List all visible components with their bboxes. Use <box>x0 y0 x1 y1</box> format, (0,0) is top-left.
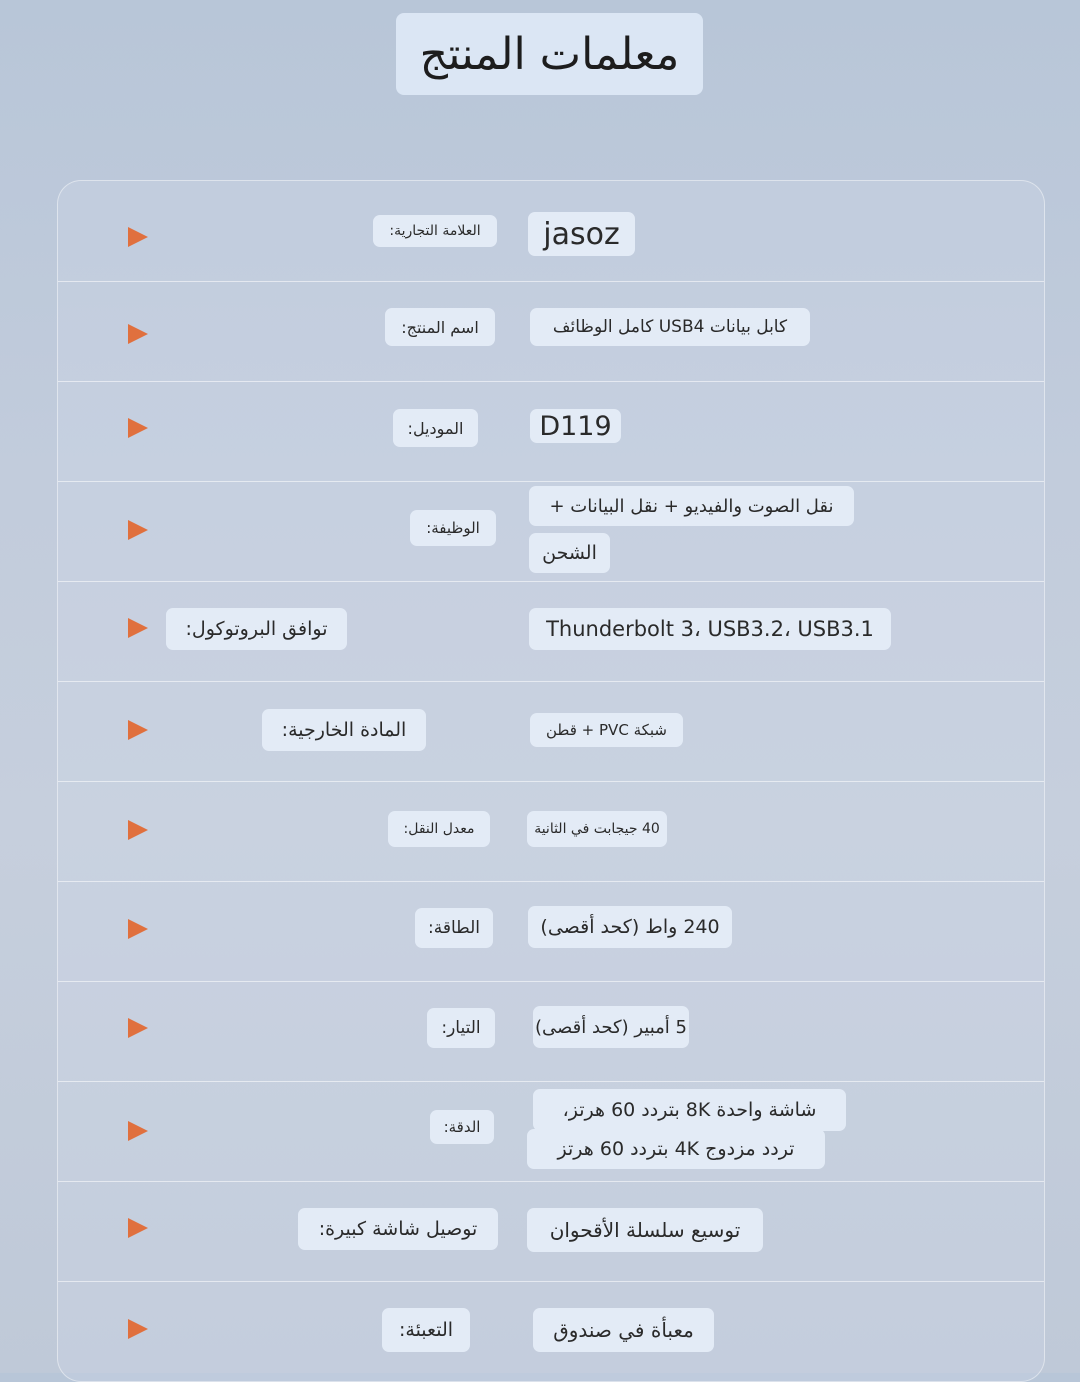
spec-value-packaging: معبأة في صندوق <box>533 1308 714 1352</box>
spec-value-model: D119 <box>530 409 621 443</box>
spec-label-material: المادة الخارجية: <box>262 709 426 751</box>
spec-value-screen-connection: توسيع سلسلة الأقحوان <box>527 1208 763 1252</box>
spec-row-power <box>58 881 1044 982</box>
play-arrow-icon <box>128 227 148 247</box>
spec-value-brand: jasoz <box>528 212 635 256</box>
spec-value-protocol: Thunderbolt 3، USB3.2، USB3.1 <box>529 608 891 650</box>
spec-value-power: 240 واط (كحد أقصى) <box>528 906 732 948</box>
spec-row-brand <box>58 181 1044 282</box>
spec-label-current: التيار: <box>427 1008 495 1048</box>
spec-row-resolution <box>58 1081 1044 1182</box>
spec-row-model <box>58 381 1044 482</box>
play-arrow-icon <box>128 1319 148 1339</box>
play-arrow-icon <box>128 1218 148 1238</box>
spec-value-material: شبكة PVC + قطن <box>530 713 683 747</box>
spec-value-function: نقل الصوت والفيديو + نقل البيانات + <box>529 486 854 526</box>
spec-label-brand: العلامة التجارية: <box>373 215 497 247</box>
spec-label-transfer-rate: معدل النقل: <box>388 811 490 847</box>
spec-table <box>57 180 1045 1382</box>
page-title: معلمات المنتج <box>396 13 703 95</box>
spec-label-model: الموديل: <box>393 409 478 447</box>
spec-row-product-name <box>58 281 1044 382</box>
play-arrow-icon <box>128 324 148 344</box>
spec-row-packaging <box>58 1281 1044 1381</box>
spec-row-screen-connection <box>58 1181 1044 1282</box>
spec-value-resolution-line2: تردد مزدوج 4K بتردد 60 هرتز <box>527 1129 825 1169</box>
spec-label-function: الوظيفة: <box>410 510 496 546</box>
spec-label-screen-connection: توصيل شاشة كبيرة: <box>298 1208 498 1250</box>
spec-value-current: 5 أمبير (كحد أقصى) <box>533 1006 689 1048</box>
play-arrow-icon <box>128 618 148 638</box>
spec-label-power: الطاقة: <box>415 908 493 948</box>
spec-label-product-name: اسم المنتج: <box>385 308 495 346</box>
play-arrow-icon <box>128 820 148 840</box>
play-arrow-icon <box>128 1121 148 1141</box>
spec-value-function-line2: الشحن <box>529 533 610 573</box>
play-arrow-icon <box>128 418 148 438</box>
play-arrow-icon <box>128 1018 148 1038</box>
spec-label-resolution: الدقة: <box>430 1110 494 1144</box>
play-arrow-icon <box>128 520 148 540</box>
play-arrow-icon <box>128 720 148 740</box>
spec-label-protocol: توافق البروتوكول: <box>166 608 347 650</box>
spec-row-protocol <box>58 581 1044 682</box>
play-arrow-icon <box>128 919 148 939</box>
spec-row-current <box>58 981 1044 1082</box>
spec-label-packaging: التعبئة: <box>382 1308 470 1352</box>
spec-row-transfer-rate <box>58 781 1044 882</box>
spec-value-product-name: كابل بيانات USB4 كامل الوظائف <box>530 308 810 346</box>
spec-row-material <box>58 681 1044 782</box>
spec-value-resolution: شاشة واحدة 8K بتردد 60 هرتز، <box>533 1089 846 1131</box>
spec-value-transfer-rate: 40 جيجابت في الثانية <box>527 811 667 847</box>
spec-row-function <box>58 481 1044 582</box>
